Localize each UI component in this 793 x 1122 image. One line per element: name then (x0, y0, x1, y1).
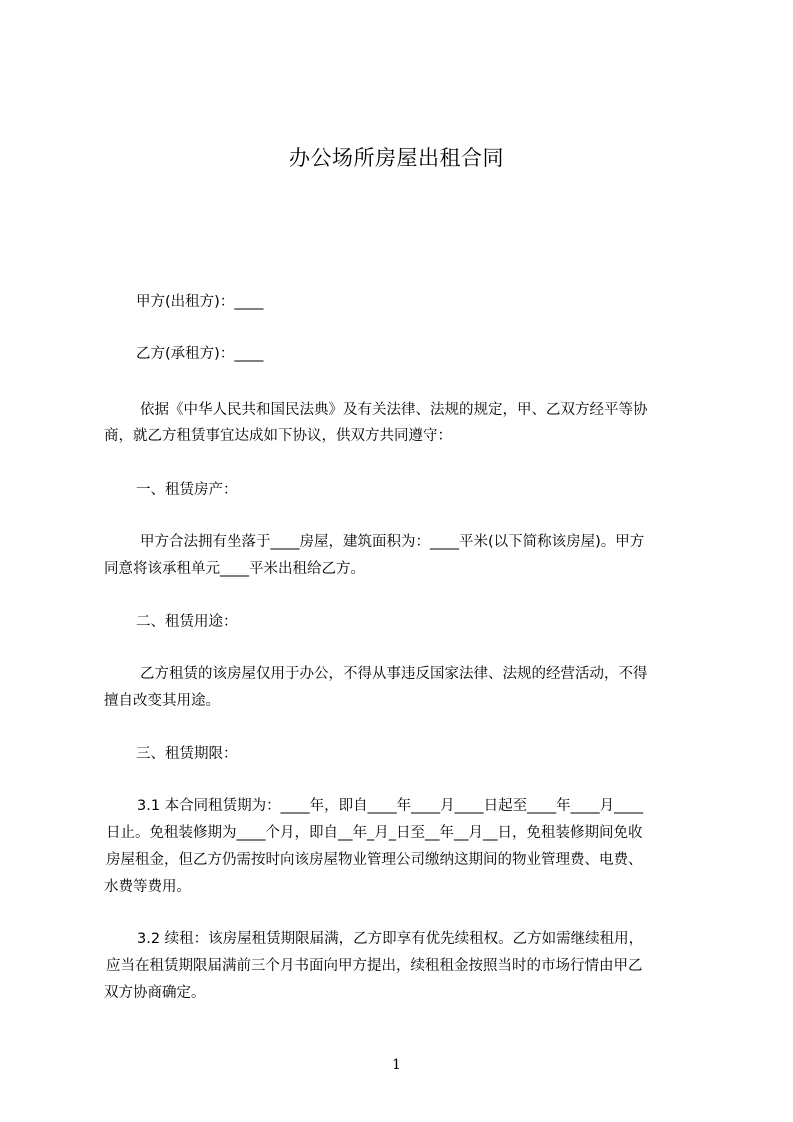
party-b-line: 乙方(承租方)：____ (136, 346, 264, 362)
clause-3-1-line-2: 日止。免租装修期为____个月，即自__年_月_日至__年__月__日，免租装修期间免收 (106, 825, 643, 841)
preamble-line-2: 商，就乙方租赁事宜达成如下协议，供双方共同遵守： (104, 428, 452, 444)
section-2-body-line-1: 乙方租赁的该房屋仅用于办公，不得从事违反国家法律、法规的经营活动，不得 (140, 666, 648, 682)
party-a-line: 甲方(出租方)：____ (136, 294, 264, 310)
clause-3-1-line-1: 3.1 本合同租赁期为：____年，即自____年____月____日起至____年____月____ (137, 798, 644, 814)
page-number: 1 (392, 1057, 401, 1073)
section-2-body-line-2: 擅自改变其用途。 (104, 693, 220, 709)
section-1-body-line-1: 甲方合法拥有坐落于____房屋，建筑面积为：____平米(以下简称该房屋)。甲方 (140, 534, 645, 550)
clause-3-1-line-3: 房屋租金，但乙方仍需按时向该房屋物业管理公司缴纳这期间的物业管理费、电费、 (106, 852, 643, 868)
clause-3-2-line-2: 应当在租赁期限届满前三个月书面向甲方提出，续租租金按照当时的市场行情由甲乙 (106, 958, 643, 974)
clause-3-1-line-4: 水费等费用。 (104, 879, 191, 895)
section-2-heading: 二、租赁用途： (136, 614, 238, 630)
preamble-line-1: 依据《中华人民共和国民法典》及有关法律、法规的规定，甲、乙双方经平等协 (140, 402, 648, 418)
document-title: 办公场所房屋出租合同 (289, 146, 504, 170)
section-1-body-line-2: 同意将该承租单元____平米出租给乙方。 (104, 561, 365, 577)
clause-3-2-line-1: 3.2 续租：该房屋租赁期限届满，乙方即享有优先续租权。乙方如需继续租用， (137, 931, 644, 947)
section-3-heading: 三、租赁期限： (136, 746, 238, 762)
clause-3-2-line-3: 双方协商确定。 (104, 985, 206, 1001)
section-1-heading: 一、租赁房产： (136, 482, 238, 498)
